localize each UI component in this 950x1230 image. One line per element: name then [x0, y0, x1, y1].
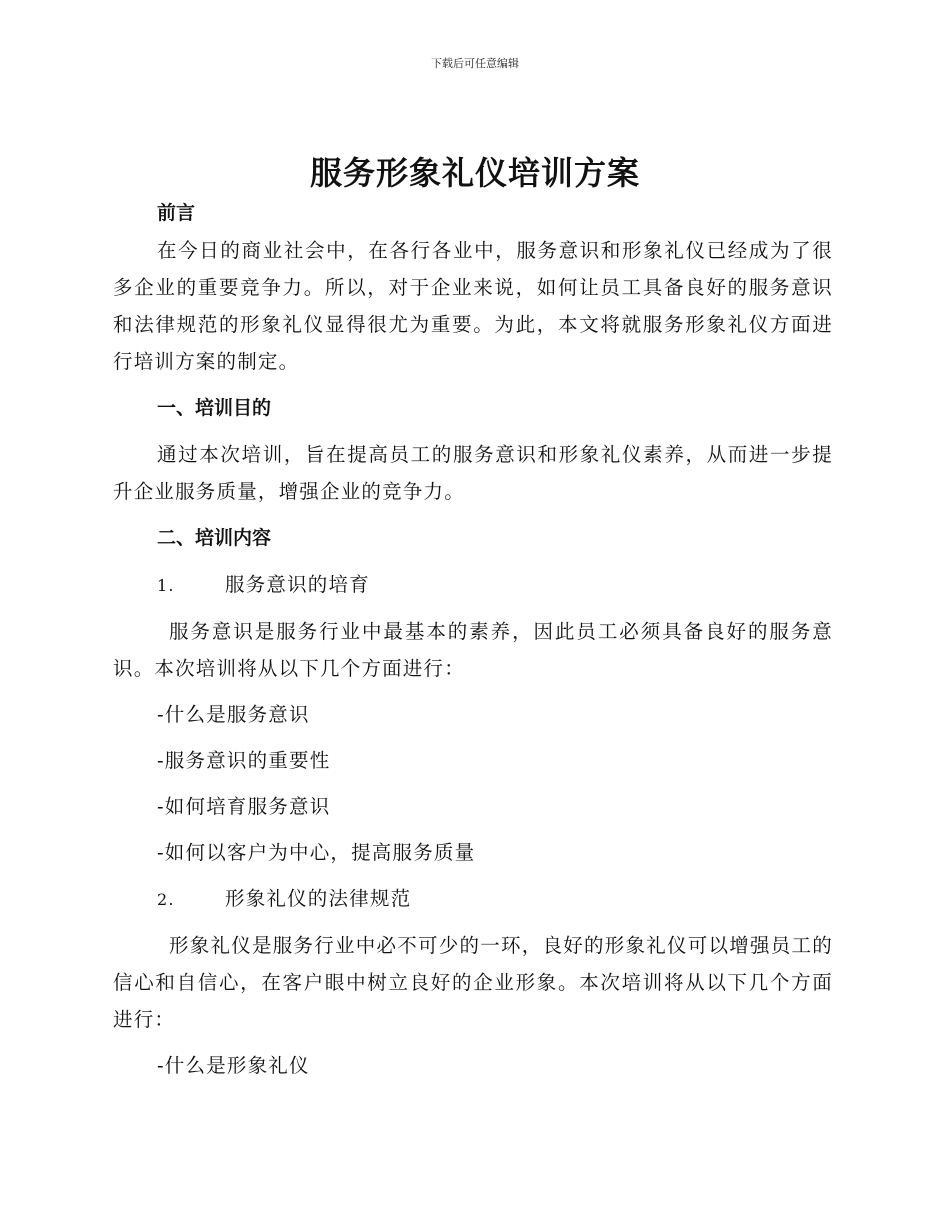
- bullet-item: -什么是形象礼仪: [157, 1054, 310, 1077]
- bullet-item: -什么是服务意识: [157, 703, 310, 726]
- section1-text: 通过本次培训，旨在提高员工的服务意识和形象礼仪素养，从而进一步提升企业服务质量，增强企业的竞争力。: [113, 443, 833, 503]
- item-number: 2.: [157, 890, 175, 909]
- item1-text: 服务意识是服务行业中最基本的素养，因此员工必须具备良好的服务意识。本次培训将从以下几个方面进行：: [113, 620, 833, 680]
- section1-heading: 一、培训目的: [157, 397, 272, 419]
- bullet-item: -如何以客户为中心，提高服务质量: [157, 841, 476, 864]
- section2-heading: 二、培训内容: [157, 527, 272, 549]
- preface-text: 在今日的商业社会中，在各行各业中，服务意识和形象礼仪已经成为了很多企业的重要竞争力。所以，对于企业来说，如何让员工具备良好的服务意识和法律规范的形象礼仪显得很尤为重要。为此，本文将就服务形象礼仪方面进行培训方案的制定。: [113, 239, 833, 373]
- numbered-item-1: [113, 566, 833, 604]
- document-body: [113, 195, 833, 1084]
- item2-text: 形象礼仪是服务行业中必不可少的一环，良好的形象礼仪可以增强员工的信心和自信心，在客户眼中树立良好的企业形象。本次培训将从以下几个方面进行：: [113, 934, 833, 1031]
- document-title: 服务形象礼仪培训方案: [309, 154, 640, 192]
- header-note: 下载后可任意编辑: [431, 57, 519, 70]
- bullet-item: -服务意识的重要性: [157, 749, 331, 772]
- item-label: 形象礼仪的法律规范: [225, 887, 412, 910]
- item-number: 1.: [157, 576, 175, 595]
- bullet-item: -如何培育服务意识: [157, 795, 331, 818]
- preface-heading: 前言: [157, 202, 196, 224]
- numbered-item-2: [113, 880, 833, 918]
- item-label: 服务意识的培育: [225, 573, 370, 596]
